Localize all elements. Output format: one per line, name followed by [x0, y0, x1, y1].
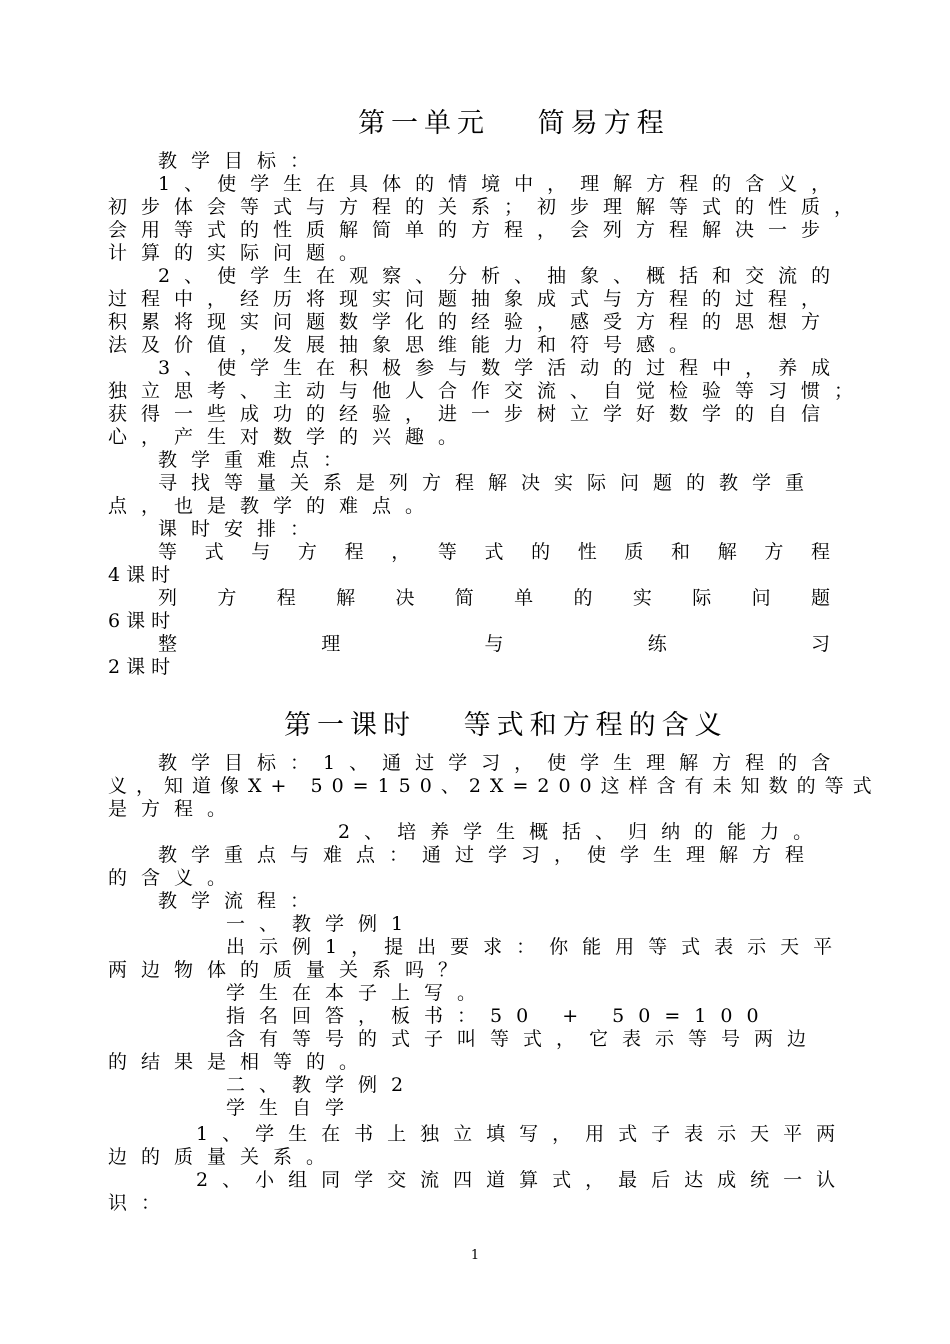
- unit-title: 第一单元 简易方程: [358, 108, 670, 139]
- key-heading: 教学重难点：: [158, 449, 357, 471]
- lesson-line: 指名回答，板书：50 + 50=100: [226, 1005, 773, 1027]
- goals-line: 心，产生对数学的兴趣。: [108, 426, 472, 448]
- goals-line: 会用等式的性质解简单的方程，会列方程解决一步: [108, 219, 835, 241]
- schedule-topic: 整 理 与 练 习: [158, 633, 830, 655]
- goals-line: 计算的实际问题。: [108, 242, 373, 264]
- lesson-title: 第一课时 等式和方程的含义: [284, 710, 728, 741]
- key-line: 寻找等量关系是列方程解决实际问题的教学重: [158, 472, 819, 494]
- lesson-line: 教学流程：: [158, 890, 324, 912]
- lesson-line: 出示例1，提出要求：你能用等式表示天平: [226, 936, 847, 958]
- schedule-hours: 2课时: [108, 656, 177, 678]
- key-line: 点，也是教学的难点。: [108, 495, 439, 517]
- goals-line: 过程中，经历将现实问题抽象成式与方程的过程，: [108, 288, 835, 310]
- lesson-line: 2、小组同学交流四道算式，最后达成统一认: [196, 1169, 850, 1191]
- schedule-hours: 6课时: [108, 610, 177, 632]
- goals-line: 获得一些成功的经验，进一步树立学好数学的自信: [108, 403, 835, 425]
- goals-line: 3、使学生在积极参与数学活动的过程中，养成: [158, 357, 845, 379]
- lesson-line: 识：: [108, 1192, 175, 1214]
- lesson-line: 学生在本子上写。: [226, 982, 491, 1004]
- lesson-line: 两边物体的质量关系吗？: [108, 959, 472, 981]
- schedule-heading: 课时安排：: [158, 518, 324, 540]
- lesson-line: 1、学生在书上独立填写，用式子表示天平两: [196, 1123, 850, 1145]
- lesson-line: 边的质量关系。: [108, 1146, 340, 1168]
- lesson-line: 一、教学例1: [226, 913, 418, 935]
- lesson-line: 义，知道像X+ 50=150、2X=200这样含有未知数的等式: [108, 775, 881, 797]
- lesson-line: 含有等号的式子叫等式，它表示等号两边: [226, 1028, 821, 1050]
- lesson-line: 是方程。: [108, 798, 241, 820]
- lesson-line: 的结果是相等的。: [108, 1051, 373, 1073]
- goals-line: 独立思考、主动与他人合作交流、自觉检验等习惯；: [108, 380, 868, 402]
- lesson-line: 2、培养学生概括、归纳的能力。: [338, 821, 827, 843]
- page-number: 1: [470, 1248, 480, 1263]
- lesson-line: 教学重点与难点：通过学习，使学生理解方程: [158, 844, 819, 866]
- schedule-topic: 列 方 程 解 决 简 单 的 实 际 问 题: [158, 587, 830, 609]
- goals-heading: 教学目标：: [158, 150, 324, 172]
- goals-line: 初步体会等式与方程的关系；初步理解等式的性质，: [108, 196, 868, 218]
- schedule-hours: 4课时: [108, 564, 177, 586]
- schedule-topic: 等 式 与 方 程 ， 等 式 的 性 质 和 解 方 程: [158, 541, 830, 563]
- lesson-line: 学生自学: [226, 1097, 359, 1119]
- goals-line: 1、使学生在具体的情境中，理解方程的含义，: [158, 173, 845, 195]
- goals-line: 2、使学生在观察、分析、抽象、概括和交流的: [158, 265, 845, 287]
- lesson-line: 二、教学例2: [226, 1074, 418, 1096]
- lesson-line: 的含义。: [108, 867, 241, 889]
- lesson-line: 教学目标：1、通过学习，使学生理解方程的含: [158, 752, 845, 774]
- goals-line: 法及价值，发展抽象思维能力和符号感。: [108, 334, 703, 356]
- goals-line: 积累将现实问题数学化的经验，感受方程的思想方: [108, 311, 835, 333]
